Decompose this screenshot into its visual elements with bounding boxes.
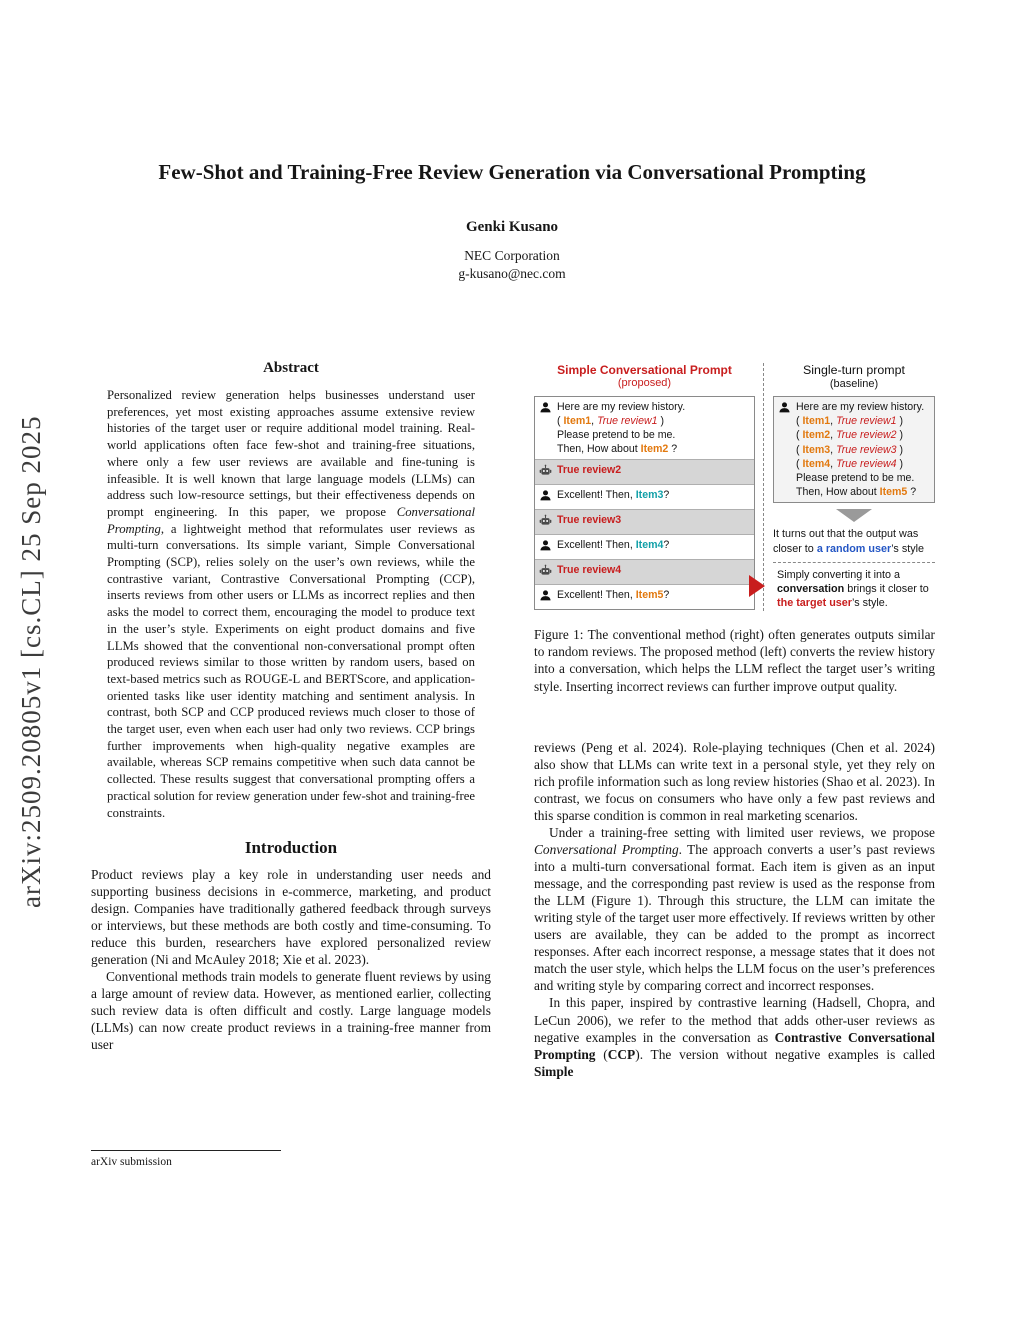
user-icon [539,538,557,556]
abstract-heading: Abstract [263,360,319,376]
message-line: Excellent! Then, Item4? [557,539,670,552]
figure-caption: Figure 1: The conventional method (right) often generates outputs similar to random reviews. The proposed method (left) converts the review history into a conversation, which helps the LLM reflect the target user’s writing style. Inserting incorrect reviews can further improve output quality. [534,626,935,694]
footnote-divider [91,1150,281,1151]
down-arrow-icon [836,509,872,522]
abstract-text: Personalized review generation helps businesses understand user preferences, yet most existing approaches assume extensive review histories of the target user or require additional model training. Real-world applications often face few-shot and training-free situations, where only a few user reviews are available and fine-tuning is infeasible. It is well known that large language models (LLMs) can address such low-resource settings, but their effectiveness depends on prompt engineering. In this paper, we propose Conversational Prompting, a lightweight method that reformulates user reviews as multi-turn conversations. Its simple variant, Simple Conversational Prompting (SCP), relies solely on the user’s own reviews, while the contrastive variant, Contrastive Conversational Prompting (CCP), inserts reviews from other users or LLMs as incorrect replies and then asks the model to correct them, encouraging the model to produce text in the user’s style. Experiments on eight product domains and five LLMs showed that the conventional non-conversational prompt often produced reviews similar to those written by random users, based on text-based metrics such as ROUGE-L and BERTScore, and application-oriented tasks like user identity matching and sentiment analysis. In contrast, both SCP and CCP produced reviews much closer to those of the target user, even when each user had only two reviews. CCP brings further improvements when high-quality negative examples are available, whereas SCP remains competitive when such data cannot be collected. These results suggest that conversational prompting offers a practical solution for review generation under few-shot and training-free constraints. [107,388,475,820]
body-paragraph-1: reviews (Peng et al. 2024). Role-playing techniques (Chen et al. 2024) also show that LLMs can write text in a personal style, yet they rely on rich profile information such as long review histories (Shao et al. 2023). In contrast, we focus on consumers who have only a few past reviews and this sparse condition is common in real marketing scenarios. [534,740,935,824]
message-line: Excellent! Then, Item5? [557,589,670,602]
message-line: Excellent! Then, Item3? [557,488,670,501]
figure-1 [534,363,935,695]
single-turn-prompt-box [773,396,935,503]
chat-message-assistant [535,559,754,585]
message-line: ( Item1, True review1 ) [557,414,664,427]
prompt-line: ( Item2, True review2 ) [796,429,903,442]
baseline-panel-title: Single-turn prompt [803,363,905,377]
introduction-heading: Introduction [244,838,338,858]
prompt-line: ( Item3, True review3 ) [796,443,903,456]
message-line: True review2 [557,463,622,476]
body-paragraph-3: In this paper, inspired by contrastive learning (Hadsell, Chopra, and LeCun 2006), we refer to the method that adds other-user reviews as negative examples in the conversation as Contrastive Conversational Prompting (CCP). The version without negative examples is called Simple [534,995,936,1079]
user-icon [778,400,796,418]
baseline-panel-subtitle: (baseline) [829,377,879,390]
figure-panels [534,363,935,611]
right-column [534,363,935,1080]
intro-paragraph-1: Product reviews play a key role in understanding user needs and supporting business decisions in e-commerce, marketing, and product design. Companies have traditionally gathered feedback through surveys or interviews, but these methods are both costly and time-consuming. To reduce this burden, researchers have explored personalized review generation (Ni and McAuley 2018; Xie et al. 2023). [91,867,491,968]
dashed-divider [773,562,935,563]
left-column [91,360,491,1053]
conversion-note [773,568,935,611]
arxiv-watermark: arXiv:2509.20805v1 [cs.CL] 25 Sep 2025 [16,415,46,909]
footnote-text: arXiv submission [91,1156,172,1168]
user-icon [539,488,557,506]
prompt-line: Please pretend to be me. [796,472,915,484]
message-line: Please pretend to be me. [557,428,676,441]
prompt-line: ( Item4, True review4 ) [796,457,903,470]
author-email: g-kusano@nec.com [458,266,566,281]
message-line: True review3 [557,514,622,527]
intro-paragraph-2: Conventional methods train models to generate fluent reviews by using a large amount of review data. However, as mentioned earlier, collecting such review data is often difficult and costly. Large language models (LLMs) can now create product reviews in a training-free manner from user [91,969,491,1053]
prompt-line: ( Item1, True review1 ) [796,415,903,428]
footnote [91,1150,491,1168]
message-line: True review4 [557,564,622,577]
robot-icon [539,463,557,481]
proposed-panel-subtitle: (proposed) [617,377,672,390]
proposed-panel-title: Simple Conversational Prompt [557,363,732,377]
user-icon [539,588,557,606]
prompt-line: Here are my review history. [796,401,925,414]
author-name: Genki Kusano [465,219,559,235]
body-paragraph-2: Under a training-free setting with limited user reviews, we propose Conversational Prompting. The approach converts a user’s past reviews into a multi-turn conversational format. Each item is given as an input message, and the corresponding past review is used as the response from the LLM (Figure 1). Through this structure, the LLM can imitate the writing style of the target user more effectively. If reviews written by other users are available, they can be added to the prompt as incorrect responses. After each incorrect response, a message states that it does not match the user style, which helps the LLM focus on the user’s preferences and writing style by comparing correct and incorrect responses. [534,825,935,994]
user-icon [539,400,557,418]
prompt-line: Then, How about Item5 ? [796,486,917,499]
robot-icon [539,513,557,531]
paper-title: Few-Shot and Training-Free Review Generation via Conversational Prompting [158,160,866,184]
chat-message-user [535,585,754,609]
message-line: Here are my review history. [557,400,686,413]
baseline-panel [763,363,935,611]
message-line: Then, How about Item2 ? [557,442,678,455]
chat-message-user [535,535,754,559]
baseline-result-note: It turns out that the output was closer to a random user’s style [773,528,925,555]
conversation-box [534,396,755,611]
proposed-panel [534,363,755,611]
conversion-note-text: Simply converting it into a conversation brings it closer to the target user’s style. [777,568,929,610]
chat-message-assistant [535,509,754,535]
robot-icon [539,563,557,581]
right-arrow-icon [749,575,765,597]
author-affiliation: NEC Corporation [464,248,560,263]
chat-message-assistant [535,459,754,485]
chat-message-user [535,397,754,459]
chat-message-user [535,485,754,509]
